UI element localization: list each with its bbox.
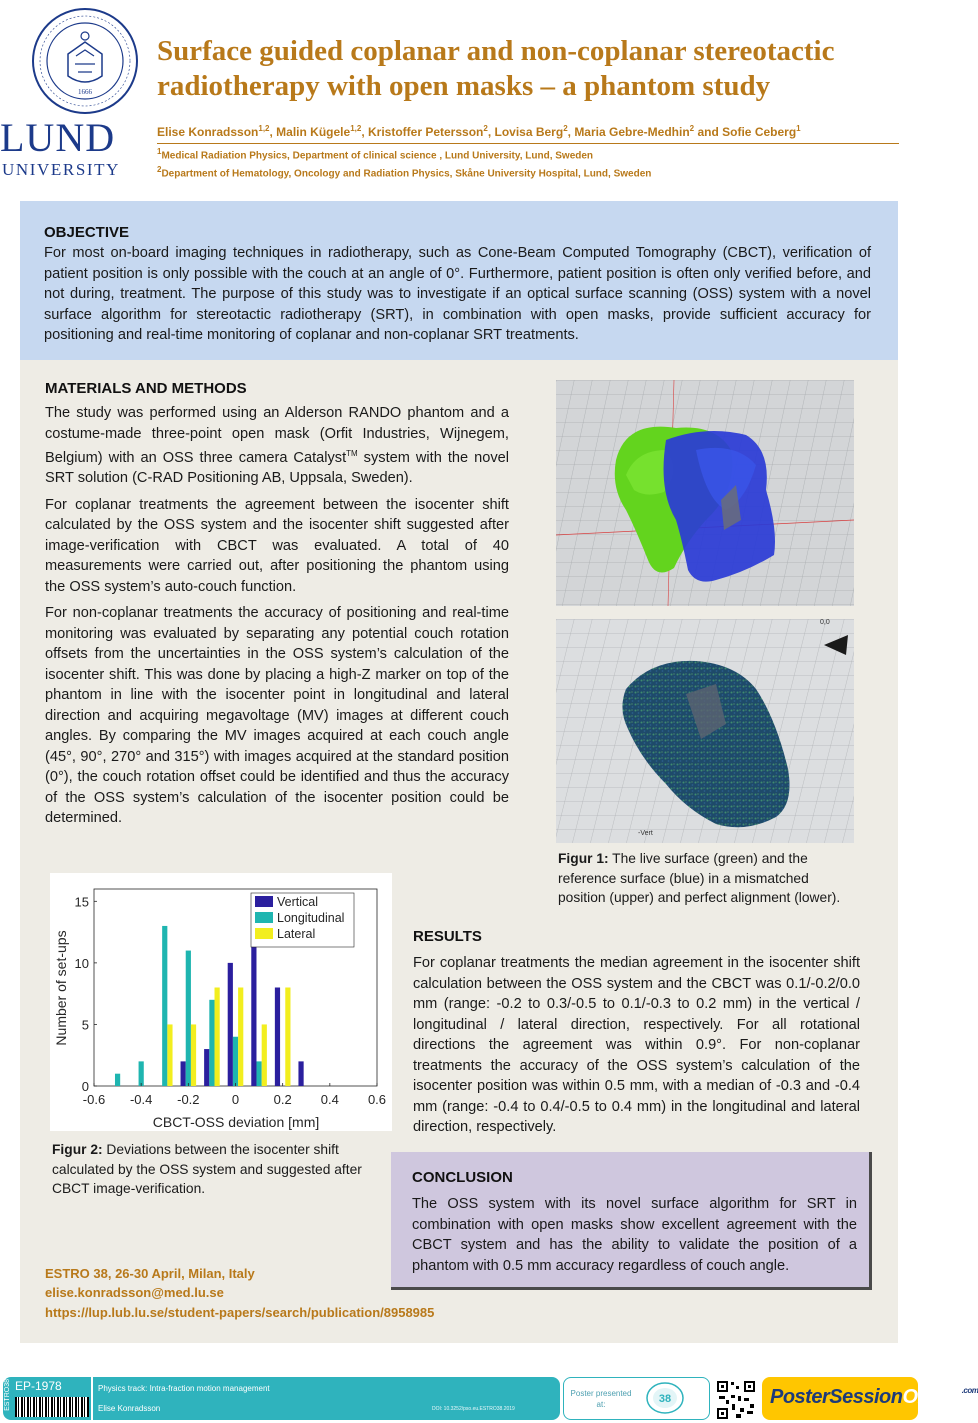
- figure1-label: Figur 1:: [558, 851, 609, 866]
- objective-heading: OBJECTIVE: [44, 224, 130, 241]
- legend-swatch-longitudinal: [255, 912, 273, 923]
- lower-corner-label: 0,0: [820, 619, 830, 626]
- x-tick-label: -0.2: [177, 1092, 200, 1107]
- y-tick-label: 10: [74, 955, 89, 971]
- estro-event-logo-icon: [645, 1381, 685, 1415]
- methods-text: [45, 403, 509, 829]
- author-conjunction: and: [694, 125, 723, 139]
- postersessiononline-logo[interactable]: [770, 1386, 978, 1409]
- bar-vertical-7: [275, 988, 280, 1087]
- author-6: Sofie Ceberg: [722, 125, 797, 139]
- bar-lateral-7: [285, 988, 290, 1087]
- bar-lateral-2: [167, 1024, 172, 1086]
- affiliation-1-number: 1: [157, 147, 162, 156]
- affiliation-1-text: Medical Radiation Physics, Department of clinical science , Lund University, Lund, Sweden: [161, 150, 594, 162]
- bar-longitudinal-0: [115, 1074, 120, 1086]
- figure2-caption: [52, 1140, 392, 1199]
- chart-xlabel: CBCT-OSS deviation [mm]: [152, 1114, 320, 1130]
- author-3: Kristoffer Petersson: [367, 125, 484, 139]
- seal-year: 1666: [78, 88, 92, 96]
- legend-label-lateral: Lateral: [277, 927, 316, 941]
- methods-p1-part-b: system with the novel SRT solution (C-RAD Positioning AB, Uppsala, Sweden).: [45, 449, 509, 487]
- affiliation-1: [157, 147, 593, 161]
- x-tick-label: 0.6: [367, 1092, 387, 1107]
- figure1-caption: [558, 849, 858, 908]
- university-name-line2: UNIVERSITY: [2, 160, 120, 179]
- x-tick-label: -0.6: [82, 1092, 106, 1107]
- bar-lateral-5: [238, 988, 243, 1087]
- results-section: [413, 927, 860, 1138]
- conference-info: ESTRO 38, 26-30 April, Milan, Italy: [45, 1266, 255, 1281]
- y-tick-label: 15: [74, 894, 89, 910]
- author-list: [157, 124, 902, 139]
- university-seal-icon: [30, 6, 140, 116]
- author-1: Elise Konradsson: [157, 125, 259, 139]
- poster-id: EP-1978: [15, 1379, 62, 1393]
- bar-longitudinal-6: [256, 1061, 261, 1086]
- bar-lateral-3: [191, 1024, 196, 1086]
- bar-longitudinal-4: [209, 1000, 214, 1086]
- author-separator: ,: [361, 125, 368, 139]
- barcode-icon: [15, 1397, 89, 1417]
- methods-paragraph-1: [45, 403, 509, 489]
- legend-swatch-lateral: [255, 928, 273, 939]
- brand-part-3: Online: [902, 1386, 962, 1408]
- brand-part-2: Session: [829, 1386, 903, 1408]
- presented-at-label: Poster presented at:: [570, 1389, 632, 1409]
- x-tick-label: 0.4: [320, 1092, 339, 1107]
- bar-longitudinal-3: [186, 951, 191, 1086]
- mismatched-surfaces-render: [556, 380, 854, 606]
- bar-vertical-3: [181, 1061, 186, 1086]
- x-tick-label: 0: [231, 1092, 240, 1107]
- aligned-surfaces-render: [556, 619, 854, 843]
- x-tick-label: -0.4: [129, 1092, 153, 1107]
- author-2-affiliation: 1,2: [350, 124, 362, 133]
- x-tick-label: 0.2: [273, 1092, 292, 1107]
- methods-paragraph-3: For non-coplanar treatments the accuracy of positioning and real-time monitoring was evaluated by separating any potential couch rotation offsets from the uncertainties in the OSS system’s calculation of the isocenter shift. This was done by placing a high-Z marker on top of the phantom in line with the isocenter point in longitudinal and lateral direction and acquiring megavoltage (MV) images at different couch angles. By comparing the MV images acquired at each couch angle (45°, 90°, 270° and 315°) with images acquired at the standard position (0°), the couch rotation offset could be identified and thus the accuracy of the OSS system’s calculation of the isocenter position could be determined.: [45, 605, 509, 827]
- results-text: For coplanar treatments the median agreement in the isocenter shift calculation between the OSS system and the CBCT was 0.1/-0.2/0.0 mm (range: -0.2 to 0.3/-0.5 to 0.1/-0.3 to 0.2 mm) in the vertical / longitudinal / lateral direction, respectively. For all rotational directions the agreement was within 0.9°. For non-coplanar treatments the accuracy of the OSS system’s calculation of the isocenter position was within 0.5 mm, with a median of -0.3 and -0.4 mm (range: -0.4 to 0.4/-0.5 to 0.4 mm) in the longitudinal and lateral direction, respectively.: [413, 955, 860, 1135]
- bar-vertical-4: [204, 1049, 209, 1086]
- author-6-affiliation: 1: [796, 124, 801, 133]
- figure2-label: Figur 2:: [52, 1142, 103, 1157]
- brand-part-1: Poster: [770, 1386, 830, 1408]
- bar-longitudinal-2: [162, 926, 167, 1086]
- author-5: Maria Gebre-Medhin: [574, 125, 690, 139]
- poster-title: [157, 34, 897, 104]
- qr-code-icon[interactable]: [716, 1380, 756, 1420]
- figure1-caption-text: The live surface (green) and the reference surface (blue) in a mismatched position (upper) and perfect alignment (lower).: [558, 851, 841, 905]
- author-5-affiliation: 2: [689, 124, 695, 133]
- figure1-upper-image: [556, 380, 854, 606]
- conclusion-section: [391, 1152, 872, 1290]
- affiliation-2: [157, 165, 651, 179]
- conclusion-text: The OSS system with its novel surface algorithm for SRT in combination with open masks show excellent agreement with the CBCT system and has the ability to validate the position of a phantom with 0.5 mm accuracy regardless of couch angle.: [412, 1196, 857, 1274]
- bar-longitudinal-5: [233, 1037, 238, 1086]
- author-1-affiliation: 1,2: [258, 124, 270, 133]
- bar-lateral-6: [262, 1024, 267, 1086]
- publication-link[interactable]: https://lup.lub.lu.se/student-papers/search/publication/8958985: [45, 1305, 435, 1320]
- y-tick-label: 5: [81, 1017, 89, 1033]
- objective-text: For most on-board imaging techniques in radiotherapy, such as Cone-Beam Computed Tomography (CBCT), verification of patient position is only possible with the couch at an angle of 0°. Furthermore, patient position is often only verified before, and not during, treatment. The purpose of this study was to investigate if an optical surface scanning (OSS) system with a novel surface algorithm for stereotactic radiotherapy (SRT), in combination with open masks, provide sufficient accuracy for positioning and real-time monitoring of coplanar and non-coplanar SRT treatments.: [44, 245, 871, 343]
- side-code: ESTRO38: [4, 1379, 11, 1411]
- author-separator: ,: [567, 125, 575, 139]
- figure1-lower-image: [556, 619, 854, 843]
- conclusion-heading: CONCLUSION: [412, 1169, 513, 1186]
- bar-vertical-8: [298, 1061, 303, 1086]
- presenting-author: Elise Konradsson: [98, 1404, 161, 1413]
- methods-heading: MATERIALS AND METHODS: [45, 380, 247, 397]
- figure2-caption-text: Deviations between the isocenter shift calculated by the OSS system and suggested after CBCT image-verification.: [52, 1142, 362, 1196]
- author-2: Malin Kügele: [276, 125, 351, 139]
- event-number: 38: [658, 1393, 672, 1405]
- author-3-affiliation: 2: [483, 124, 488, 133]
- histogram-svg: [50, 873, 392, 1131]
- methods-paragraph-2: For coplanar treatments the agreement between the isocenter shift calculated by the OSS system and the isocenter shift suggested after image-verification with CBCT was evaluated. A total of 40 measurements were carried out, after positioning the phantom using the OSS system’s auto-couch function.: [45, 496, 509, 595]
- legend-label-longitudinal: Longitudinal: [277, 911, 345, 925]
- title-line2: radiotherapy with open masks – a phantom study: [157, 70, 771, 102]
- objective-section: [20, 201, 898, 360]
- brand-suffix: .com: [961, 1386, 978, 1395]
- lower-axis-label: -Vert: [638, 830, 653, 837]
- bar-vertical-5: [228, 963, 233, 1086]
- bar-lateral-4: [215, 988, 220, 1087]
- author-separator: ,: [269, 125, 277, 139]
- author-4: Lovisa Berg: [494, 125, 564, 139]
- results-heading: RESULTS: [413, 928, 482, 945]
- trademark-sup: TM: [346, 449, 358, 458]
- contact-email[interactable]: elise.konradsson@med.lu.se: [45, 1285, 224, 1300]
- header-divider: [157, 143, 899, 144]
- methods-section: [45, 379, 509, 835]
- chart-ylabel: Number of set-ups: [53, 930, 69, 1046]
- y-tick-label: 0: [81, 1079, 89, 1094]
- legend-swatch-vertical: [255, 896, 273, 907]
- author-4-affiliation: 2: [563, 124, 568, 133]
- methods-p1-part-a: The study was performed using an Alderson RANDO phantom and a costume-made three-point open mask (Orfit Industries, Wijnegem, Belgium) with an OSS three camera Catalyst: [45, 405, 509, 466]
- legend-label-vertical: Vertical: [277, 895, 318, 909]
- affiliation-2-text: Department of Hematology, Oncology and Radiation Physics, Skåne University Hospital, Lund, Sweden: [161, 168, 652, 180]
- author-separator: ,: [487, 125, 495, 139]
- track-label: Physics track: Intra-fraction motion management: [98, 1384, 270, 1393]
- doi-label: DOI: 10.3252/pso.eu.ESTRO38.2019: [432, 1406, 515, 1412]
- title-line1: Surface guided coplanar and non-coplanar stereotactic: [157, 35, 835, 67]
- affiliation-2-number: 2: [157, 165, 162, 174]
- university-name-line1: LUND: [0, 115, 116, 160]
- bar-longitudinal-1: [139, 1061, 144, 1086]
- figure2-chart: [50, 873, 392, 1131]
